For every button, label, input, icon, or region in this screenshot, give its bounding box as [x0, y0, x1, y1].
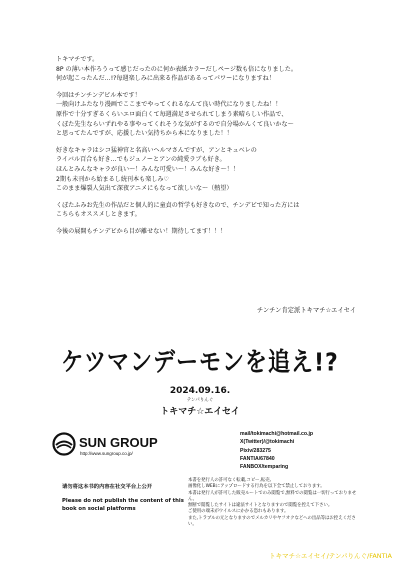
afterword-line: と思ってたんですが、応援したい気持ちから本になりました！！ — [56, 130, 233, 138]
author-name: トキマチ☆エイセイ — [160, 407, 240, 417]
notice-line: 本書は発行人が許可した販売ルートでのみ閲覧で,無料での閲覧は一切行っておりません。 — [188, 490, 357, 502]
notice-line: 画像化しWEBにアップロードする行為を以下全て禁止しております。 — [188, 484, 325, 490]
printer-url: http://www.sungroup.co.jp/ — [80, 451, 133, 456]
author-ruby: テンパりんぐ — [186, 398, 214, 403]
contact-list — [240, 430, 313, 471]
contact-twitter: X(Twitter)/@tokimachi — [240, 439, 295, 446]
publication-date: 2024.09.16. — [169, 386, 231, 396]
contact-pixiv: Pixiv/283275 — [240, 447, 271, 454]
copyright-notice — [188, 478, 363, 528]
afterword-line: 何が起こったんだ…!?毎週楽しみに出来る作品があるってパワーになりますね！ — [56, 75, 275, 83]
afterword-paragraph-4 — [56, 201, 356, 220]
warning-english: Please do not publish the content of this book on social platforms — [62, 498, 184, 513]
sun-group-logo-icon — [52, 432, 76, 456]
afterword-paragraph-2 — [56, 91, 356, 139]
afterword-line: 原作で十分すぎるくらいエロ面白くて毎週満足させられてしまう素晴らしい作品で、 — [56, 110, 288, 118]
printer-logo — [52, 432, 182, 460]
afterword-line: 一般向けふたなり漫画でここまでやってくれるなんて良い時代になりましたね！！ — [56, 101, 282, 109]
afterword-signature: チンチン肯定派トキマチ☆エイセイ — [256, 307, 356, 314]
afterword-line: くぼたふみお先生の作品だと個人的に童貞の哲学も好きなので、チンデビで知った方には — [56, 201, 300, 209]
notice-line: 無断で閲覧したサイトは違法サイトとなりますので閲覧を控えて下さい。 — [188, 503, 333, 509]
afterword-line: 2期も未刊から始まるし続刊本も楽しみ♡ — [56, 175, 169, 183]
footer-credit: トキマチ☆エイセイ/テンパりんぐ/FANTIA — [269, 552, 392, 560]
afterword-paragraph-3 — [56, 146, 356, 194]
afterword-line: 好きなキャラはシコ猛神官と名高いヘルマさんですが、アンとキュベレの — [56, 146, 257, 154]
contact-fanbox: FANBOX/temparing — [240, 464, 289, 471]
afterword-paragraph-5 — [56, 227, 356, 237]
afterword-line: 今後の展開もチンデビから目が離せない！期待してます！！！ — [56, 227, 227, 235]
contact-mail: mail/tokimachi@hotmail.co.jp — [240, 431, 314, 437]
afterword-paragraph-1 — [56, 55, 356, 84]
warning-chinese: 请勿将这本书的内容在社交平台上公开 — [62, 484, 153, 490]
afterword-line: ほんとみんなキャラが良い～！みんな可愛い～！みんな好き～！！ — [56, 165, 239, 173]
notice-line: 本書を発行人の許可なく転載,コピー,転売, — [188, 478, 272, 483]
afterword-line: 今回はチンチンデビル本です！ — [56, 91, 141, 99]
afterword-line: ライバル百合も好き…でもジュノーとアンの純愛ラブも好き。 — [56, 156, 226, 164]
afterword-line: このまま爆裂人気出て深夜アニメにもなって欲しいな～（熱望） — [56, 185, 233, 193]
contact-fantia: FANTIA/67840 — [240, 455, 275, 462]
afterword — [56, 55, 356, 244]
afterword-line: 8P の薄い本作ろうって感じだったのに何か表紙カラーだしページ数も倍になりました。 — [56, 65, 297, 73]
afterword-line: くぼた先生ならいずれやる事やってくれそうな気がするので自分場かんくて良いかな～ — [56, 120, 294, 128]
printer-name: SUN GROUP — [79, 435, 158, 450]
notice-line: また,トラブルの元となりますのでメルカリやヤフオクなどへの出品等はお控えください。 — [188, 515, 356, 528]
notice-line: ご使用の端末がウイルスにかかる恐れもあります。 — [188, 509, 289, 515]
afterword-line: トキマチです。 — [56, 56, 99, 63]
book-title: ケツマンデーモンを追え!? — [61, 348, 339, 378]
sharing-warning — [62, 483, 187, 514]
afterword-line: こちらもオススメしときます。 — [56, 211, 141, 219]
